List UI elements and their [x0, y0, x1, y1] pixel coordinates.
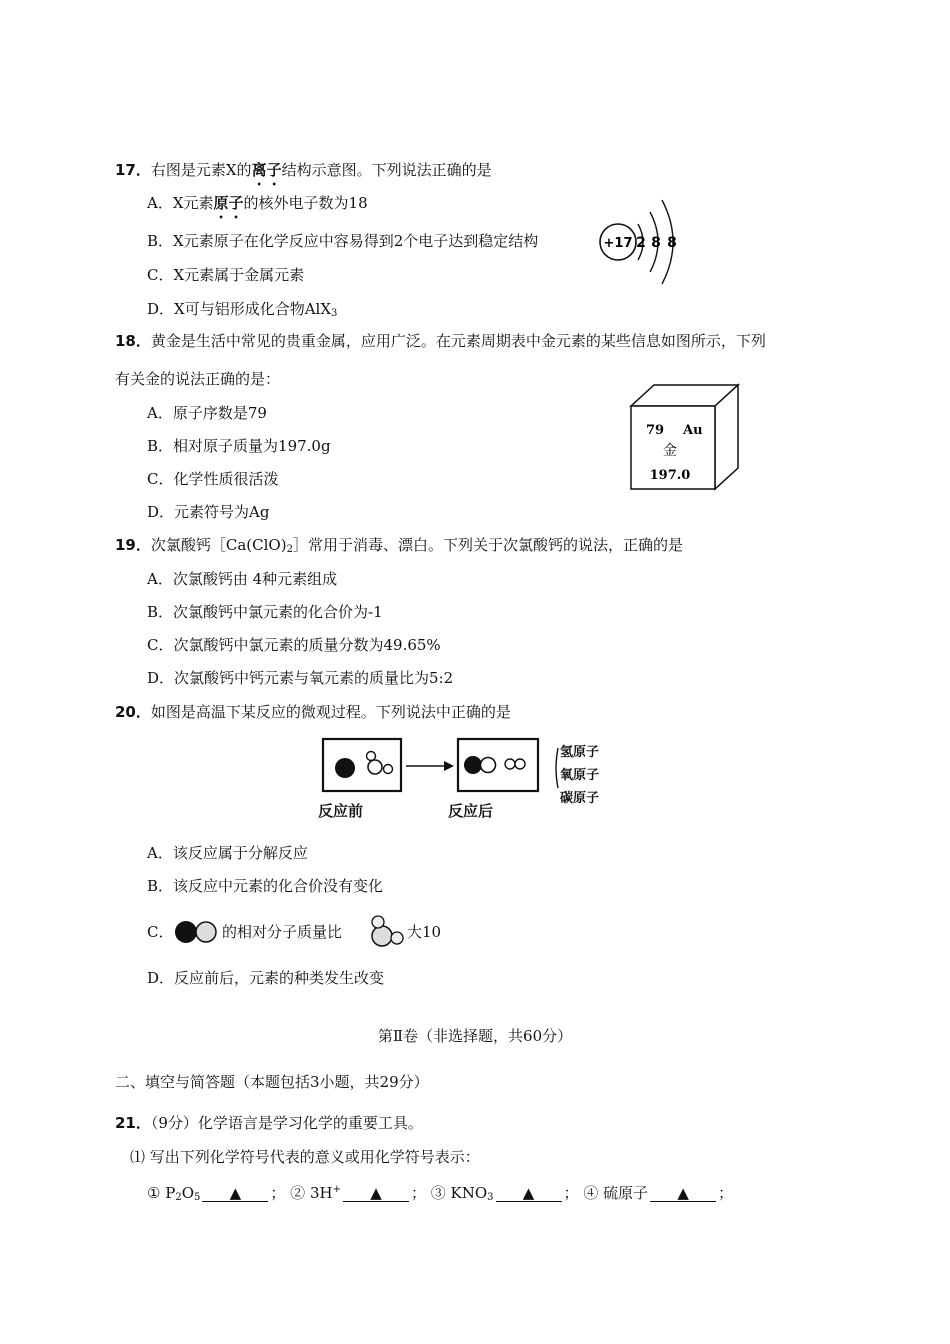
- q19-stem: 19．次氯酸钙$[Ca(ClO)_2]$常用于消毒、漂白。下列关于次氯酸钙的说法，正确的是: [115, 536, 683, 555]
- carbon-atom-icon: [464, 756, 482, 774]
- answer-blank-4[interactable]: ▲: [650, 1185, 716, 1202]
- q19-option-d: D．次氯酸钙中钙元素与氧元素的质量比为5:2: [147, 669, 454, 687]
- q18-stem-line2: 有关金的说法正确的是：: [115, 370, 281, 388]
- hydrogen-atom-icon: [505, 759, 515, 769]
- q20-option-c-mid: 的相对分子质量比: [222, 923, 343, 941]
- q20-option-a: A．该反应属于分解反应: [147, 844, 308, 862]
- nucleus-charge: +17: [603, 236, 633, 251]
- q18-option-c: C．化学性质很活泼: [147, 470, 279, 488]
- q18-option-b: B．相对原子质量为197.0g: [147, 437, 331, 455]
- reaction-diagram: [318, 734, 568, 796]
- answer-blank-3[interactable]: ▲: [496, 1185, 562, 1202]
- q20-option-d: D．反应前后，元素的种类发生改变: [147, 969, 385, 987]
- legend-oxygen: 氧原子: [560, 768, 600, 783]
- q19-option-a: A．次氯酸钙由 4种元素组成: [147, 570, 338, 588]
- q18-option-a: A．原子序数是79: [147, 404, 267, 422]
- q17-option-c: C．X元素属于金属元素: [147, 266, 305, 284]
- q20-option-b: B．该反应中元素的化合价没有变化: [147, 877, 384, 895]
- ion-structure-diagram: [592, 196, 692, 288]
- q17-option-b: B．X元素原子在化学反应中容易得到2个电子达到稳定结构: [147, 232, 539, 250]
- element-symbol: Au: [683, 423, 703, 438]
- atomic-mass: 197.0: [649, 468, 691, 483]
- after-label: 反应后: [448, 802, 494, 820]
- gold-element-card: [628, 382, 742, 492]
- carbon-atom-icon: [335, 758, 355, 778]
- shell-electrons-1: 2: [636, 235, 646, 251]
- legend-carbon: 碳原子: [560, 791, 600, 806]
- q20-stem: 20．如图是高温下某反应的微观过程。下列说法中正确的是: [115, 703, 511, 721]
- oxygen-atom-icon: [481, 758, 496, 773]
- hydrogen-atom-icon: [515, 759, 525, 769]
- hydrogen-atom-icon: [384, 765, 393, 774]
- q17-option-d: D．X可与铝形成化合物AlX$_3$: [147, 300, 338, 319]
- before-label: 反应前: [318, 802, 364, 820]
- q21-sub1: ⑴ 写出下列化学符号代表的意义或用化学符号表示：: [130, 1148, 480, 1166]
- q18-option-d: D．元素符号为Ag: [147, 503, 270, 521]
- element-name: 金: [663, 443, 677, 459]
- q19-number: 19．: [115, 536, 151, 554]
- q18-stem-line1: 18．黄金是生活中常见的贵重金属，应用广泛。在元素周期表中金元素的某些信息如图所示，下列: [115, 332, 766, 350]
- co-molecule-icon: [172, 918, 222, 946]
- q17-option-a: A．X元素原子的核外电子数为18: [147, 194, 368, 212]
- answer-blank-2[interactable]: ▲: [343, 1185, 409, 1202]
- q20-number: 20．: [115, 703, 151, 721]
- q19-option-c: C．次氯酸钙中氯元素的质量分数为49.65%: [147, 636, 441, 654]
- q20-option-c: C．: [147, 923, 174, 941]
- hydrogen-atom-icon: [367, 752, 376, 761]
- oxygen-atom-icon: [368, 760, 382, 774]
- arrow-head-icon: [444, 761, 454, 771]
- q20-option-c-end: 大10: [407, 923, 442, 941]
- part2-title: 第Ⅱ卷（非选择题，共60分）: [377, 1027, 573, 1045]
- legend-hydrogen: 氢原子: [560, 745, 600, 760]
- q21-items: ① $P_2O_5$ ▲ ； ② 3H+ ▲ ； ③ $KNO_3$ ▲ ； ④ 硫原子 ▲ ；: [147, 1184, 734, 1203]
- answer-blank-1[interactable]: ▲: [202, 1185, 268, 1202]
- atomic-number: 79: [646, 423, 665, 438]
- q21-number: 21．: [115, 1114, 151, 1132]
- shell-electrons-2: 8: [651, 235, 661, 251]
- section-heading: 二、填空与简答题（本题包括3小题，共29分）: [115, 1073, 429, 1091]
- shell-electrons-3: 8: [667, 235, 677, 251]
- q17-number: 17．: [115, 161, 151, 179]
- q21-stem: 21．（9分）化学语言是学习化学的重要工具。: [115, 1114, 423, 1132]
- q19-option-b: B．次氯酸钙中氯元素的化合价为-1: [147, 603, 383, 621]
- q17-stem: 17．右图是元素X的离子结构示意图。下列说法正确的是: [115, 161, 492, 179]
- q18-number: 18．: [115, 332, 151, 350]
- water-molecule-icon: [364, 912, 406, 950]
